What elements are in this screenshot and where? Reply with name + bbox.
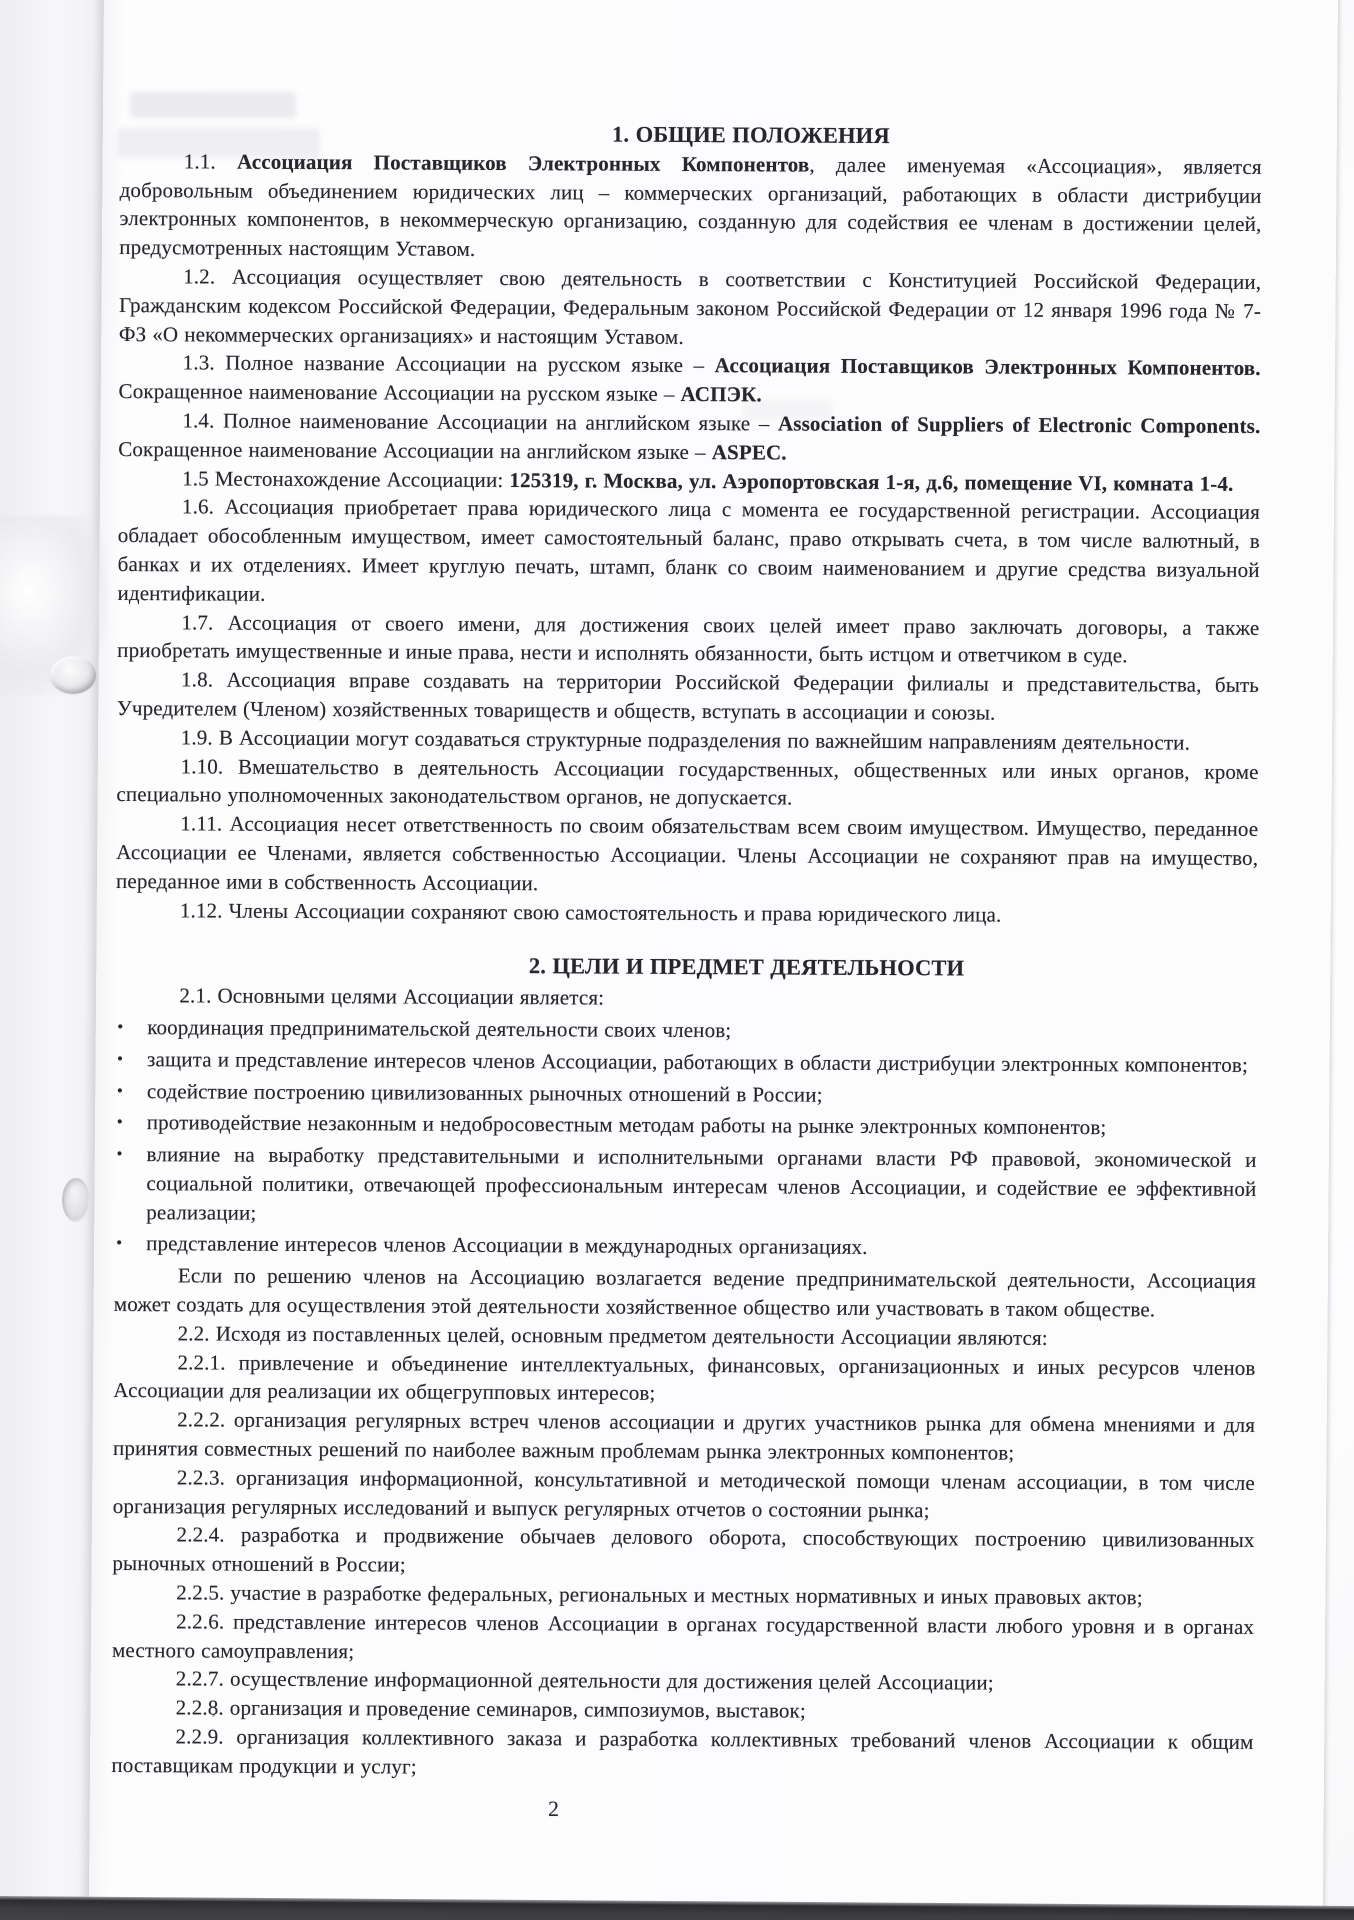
text-run: 2.2.9. организация коллективного заказа и разработка коллективных требований членов Ассоциации к общим поставщикам продукции и услуг; <box>111 1724 1254 1779</box>
paragraph-1-2 <box>119 262 1261 354</box>
goal-text: содействие построению цивилизованных рыночных отношений в России; <box>146 1078 823 1107</box>
goal-list-item <box>115 1108 1257 1143</box>
text-run: 1.9. В Ассоциации могут создаваться структурные подразделения по важнейшим направлениям деятельности. <box>180 725 1191 755</box>
text-run: Если по решению членов на Ассоциацию возлагается ведение предпринимательской деятельности, Ассоциация может создать для осуществления этой деятельности хозяйственное общество или участвовать в таком обществе. <box>113 1263 1256 1322</box>
text-run-bold: Ассоциация Поставщиков Электронных Компонентов. <box>714 353 1261 381</box>
bullet-icon: • <box>116 1080 124 1100</box>
paragraph-2-2-6 <box>112 1607 1254 1671</box>
text-run: 2.2.3. организация информационной, консультативной и методической помощи членам ассоциации, в том числе организация регулярных исследований и выпуск регулярных отчетов о состоянии рынка; <box>112 1465 1255 1522</box>
paragraph-2-1 <box>115 981 1257 1016</box>
paragraph-1-12 <box>116 896 1258 931</box>
ink-bleed-mark <box>130 92 296 118</box>
paragraph-1-8 <box>117 665 1259 729</box>
hole-punch-bottom <box>62 1178 90 1222</box>
text-run: 2.2.5. участие в разработке федеральных, региональных и местных нормативных и иных правовых актов; <box>176 1580 1143 1610</box>
text-run: 1.2. Ассоциация осуществляет свою деятельность в соответствии с Конституцией Российской Федерации, Гражданским кодексом Российской Федерации, Федеральным законом Российской Федерации от 12 января 1996 года № 7-ФЗ «О некоммерческих организациях» и настоящим Уставом. <box>118 264 1262 349</box>
section-1-heading: 1. ОБЩИЕ ПОЛОЖЕНИЯ <box>611 121 890 149</box>
paragraph-2-2-2 <box>113 1405 1255 1469</box>
paragraph-1-11 <box>116 809 1258 901</box>
text-run-bold: Association of Suppliers of Electronic Components. <box>777 411 1261 438</box>
goal-text: противодействие незаконным и недобросовестным методам работы на рынке электронных компонентов; <box>146 1110 1107 1140</box>
goal-text: координация предпринимательской деятельности своих членов; <box>147 1015 732 1043</box>
text-run: 1.7. Ассоциация от своего имени, для достижения своих целей имеет право заключать договоры, а также приобретать имущественные и иные права, нести и исполнять обязанности, быть истцом и ответчиком в суде. <box>117 609 1260 668</box>
text-run: 1.8. Ассоциация вправе создавать на территории Российской Федерации филиалы и представительства, быть Учредителем (Членом) хозяйственных товариществ и обществ, вступать в ассоциации и союзы. <box>116 667 1260 725</box>
text-run: 1.6. Ассоциация приобретает права юридического лица с момента ее государственной регистрации. Ассоциация обладает обособленным имуществом, имеет самостоятельный баланс, право открывать счета, в том числе валютный, в банках и их отделениях. Имеет круглую печать, штамп, бланк со своим наименованием и другие средства визуальной идентификации. <box>117 494 1261 606</box>
bullet-icon: • <box>117 1016 124 1036</box>
goal-text: влияние на выработку представительными и исполнительными органами власти РФ правовой, экономической и социальной политики, отвечающей профессиональным интересам членов Ассоциации, и содействие ее эффективной реализации; <box>146 1142 1257 1225</box>
goal-list-item <box>115 1076 1257 1111</box>
paragraph-1-6 <box>117 492 1260 613</box>
paragraph-entrepreneurship <box>114 1261 1256 1325</box>
text-run: 2.2.1. привлечение и объединение интеллектуальных, финансовых, организационных и иных ресурсов членов Ассоциации для реализации их общегрупповых интересов; <box>113 1349 1256 1406</box>
bullet-icon: • <box>117 1048 124 1068</box>
section-2-heading: 2. ЦЕЛИ И ПРЕДМЕТ ДЕЯТЕЛЬНОСТИ <box>528 953 965 981</box>
hole-punch-top <box>50 656 96 694</box>
paragraph-2-2-3 <box>113 1463 1255 1527</box>
text-run: 2.2.8. организация и проведение семинаров, симпозиумов, выставок; <box>175 1695 806 1723</box>
goal-list-item <box>114 1229 1256 1264</box>
text-run: 1.12. Члены Ассоциации сохраняют свою самостоятельность и права юридического лица. <box>179 897 1002 927</box>
goals-bullet-list <box>114 1013 1257 1264</box>
text-run: Сокращенное наименование Ассоциации на английском языке – <box>118 436 712 464</box>
paragraph-2-2-4 <box>112 1520 1254 1584</box>
goal-list-item <box>115 1045 1257 1080</box>
text-run: 2.2. Исходя из поставленных целей, основным предметом деятельности Ассоциации являются: <box>177 1321 1048 1350</box>
bullet-icon: • <box>116 1144 123 1164</box>
paragraph-1-3 <box>118 348 1260 412</box>
text-run: , далее именуемая «Ассоциация», является добровольным объединением юридических лиц – коммерческих организаций, работающих в области дистрибуции электронных компонентов, в некоммерческую организацию, созданную для содействия ее членам в достижении целей, предусмотренных настоящим Уставом. <box>119 152 1262 262</box>
text-run: 1.1. <box>183 149 238 174</box>
text-run: 2.2.7. осуществление информационной деятельности для достижения целей Ассоциации; <box>175 1666 994 1696</box>
paragraph-2-2-1 <box>113 1348 1255 1412</box>
goal-text: защита и представление интересов членов Ассоциации, работающих в области дистрибуции электронных компонентов; <box>147 1046 1249 1077</box>
text-run: 2.2.4. разработка и продвижение обычаев делового оборота, способствующих построению цивилизованных рыночных отношений в России; <box>112 1522 1255 1577</box>
bullet-icon: • <box>116 1112 123 1132</box>
goal-text: представление интересов членов Ассоциации в международных организациях. <box>146 1231 868 1260</box>
text-run-bold: Ассоциация Поставщиков Электронных Компонентов <box>236 149 810 177</box>
paragraph-1-4 <box>118 406 1260 470</box>
document-content <box>111 118 1262 1786</box>
text-run: 2.2.6. представление интересов членов Ассоциации в органах государственной власти любого уровня и в органах местного самоуправления; <box>111 1609 1255 1663</box>
text-run: 1.11. Ассоциация несет ответственность по своим обязательствам всем своим имуществом. Имущество, переданное Ассоциации ее Членами, является собственностью Ассоциации. Члены Ассоциации не сохраняют прав на имущество, переданное ими в собственность Ассоциации. <box>115 811 1259 895</box>
text-run: 1.10. Вмешательство в деятельность Ассоциации государственных, общественных или иных органов, кроме специально уполномоченных законодательством органов, не допускается. <box>116 753 1259 810</box>
text-run-bold: АСПЭК. <box>680 382 762 407</box>
text-run: 2.1. Основными целями Ассоциации является: <box>179 983 605 1010</box>
text-run: 1.5 Местонахождение Ассоциации: <box>182 465 510 492</box>
goal-list-item <box>114 1140 1256 1232</box>
text-run-bold: ASPEC. <box>711 439 787 465</box>
page-number: 2 <box>548 1796 559 1821</box>
paragraph-1-1 <box>119 147 1262 268</box>
bullet-icon: • <box>116 1233 123 1253</box>
text-run-bold: 125319, г. Москва, ул. Аэропортовская 1-я, д.6, помещение VI, комната 1-4. <box>509 467 1234 496</box>
goal-list-item <box>115 1013 1257 1048</box>
paragraph-1-10 <box>116 752 1258 816</box>
text-run: 2.2.2. организация регулярных встреч членов ассоциации и других участников рынка для обмена мнениями и для принятия совместных решений по наиболее важным проблемам рынка электронных компонентов; <box>112 1407 1256 1465</box>
text-run: 1.4. Полное наименование Ассоциации на английском языке – <box>182 408 779 436</box>
paragraph-2-2-9 <box>111 1722 1253 1786</box>
text-run: Сокращенное наименование Ассоциации на русском языке – <box>118 379 681 407</box>
paragraph-1-7 <box>117 608 1259 672</box>
text-run: 1.3. Полное название Ассоциации на русском языке – <box>182 350 715 378</box>
